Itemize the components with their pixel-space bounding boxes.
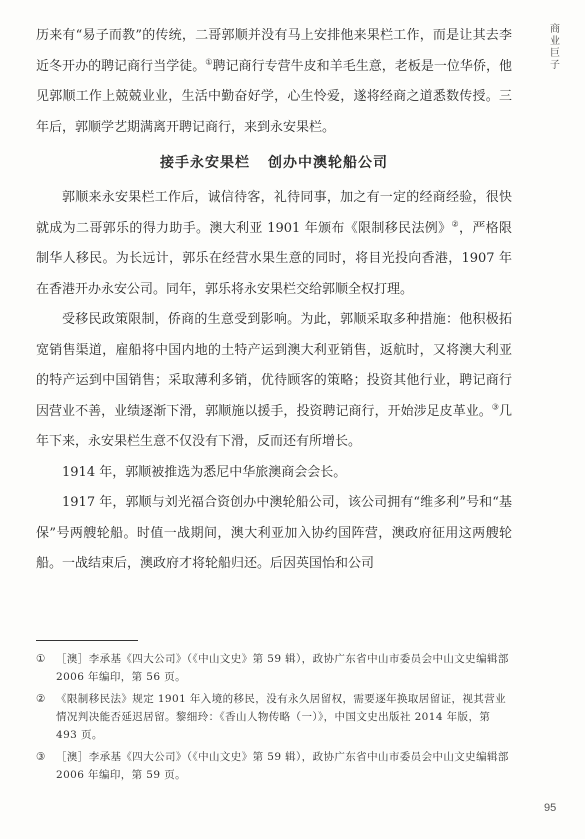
footnote-number: ① — [36, 653, 46, 665]
footnote-text: 《限制移民法》规定 1901 年入境的移民，没有永久居留权，需要逐年换取居留证，视其营业情况判决能否延迟居留。黎细玲：《香山人物传略（一）》，中国文史出版社 2014 年版，第 493 页。 — [56, 693, 506, 741]
footnote-text: ［澳］李承基《四大公司》（《中山文史》第 59 辑），政协广东省中山市委员会中山文史编辑部 2006 年编印，第 59 页。 — [56, 751, 509, 781]
paragraph-5: 1917 年，郭顺与刘光福合资创办中澳轮船公司，该公司拥有“维多利”号和“基保”号两艘轮船。时值一战期间，澳大利亚加入协约国阵营，澳政府征用这两艘轮船。一战结束后，澳政府才将轮船归还。后因英国怡和公司 — [36, 495, 512, 571]
footnote-text: ［澳］李承基《四大公司》（《中山文史》第 59 辑），政协广东省中山市委员会中山文史编辑部 2006 年编印，第 56 页。 — [56, 653, 509, 683]
footnote-ref-3[interactable]: ③ — [491, 402, 499, 412]
page-number: 95 — [544, 802, 557, 814]
footnote-number: ② — [36, 693, 46, 705]
footnote-2 — [36, 690, 514, 744]
footnote-1 — [36, 650, 514, 686]
section-title: 接手永安果栏 创办中澳轮船公司 — [160, 155, 388, 171]
footnote-ref-2[interactable]: ② — [451, 219, 459, 229]
footnotes — [36, 650, 514, 788]
paragraph-1: 历来有“易子而教”的传统，二哥郭顺并没有马上安排他来果栏工作，而是让其去李近冬开办的聘记商行当学徒。①聘记商行专营牛皮和羊毛生意，老板是一位华侨，他见郭顺工作上兢兢业业，生活中勤奋好学，心生怜爱，遂将经商之道悉数传授。三年后，郭顺学艺期满离开聘记商行，来到永安果栏。 — [36, 28, 512, 135]
footnote-number: ③ — [36, 751, 46, 763]
footnote-ref-1[interactable]: ① — [205, 57, 213, 67]
paragraph-4: 1914 年，郭顺被推选为悉尼中华旅澳商会会长。 — [62, 464, 347, 480]
footnote-3 — [36, 748, 514, 784]
running-header: 商业巨子 — [550, 24, 560, 71]
paragraph-2: 郭顺来永安果栏工作后，诚信待客，礼待同事，加之有一定的经商经验，很快就成为二哥郭乐的得力助手。澳大利亚 1901 年颁布《限制移民法例》②，严格限制华人移民。为长远计，郭乐在经营水果生意的同时，将目光投向香港，1907 年在香港开办永安公司。同年，郭乐将永安果栏交给郭顺全权打理。 — [36, 190, 512, 297]
main-text — [36, 21, 512, 580]
paragraph-3: 受移民政策限制，侨商的生意受到影响。为此，郭顺采取多种措施：他积极拓宽销售渠道，雇船将中国内地的土特产运到澳大利亚销售，返航时，又将澳大利亚的特产运到中国销售；采取薄利多销，优待顾客的策略；投资其他行业，聘记商行因营业不善，业绩逐渐下滑，郭顺施以援手，投资聘记商行，开始涉足皮革业。③几年下来，永安果栏生意不仅没有下滑，反而还有所增长。 — [36, 312, 512, 449]
footnote-divider — [36, 640, 138, 641]
